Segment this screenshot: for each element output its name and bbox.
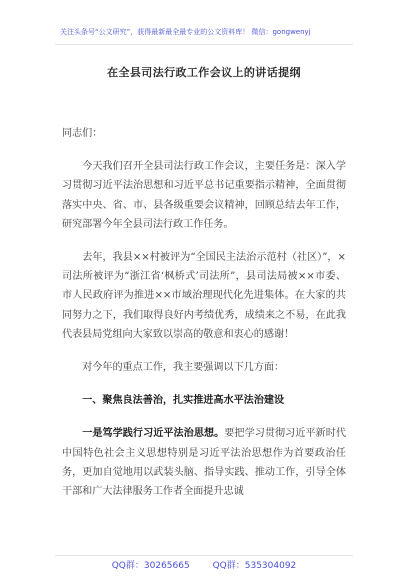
paragraph-intro: 今天我们召开全县司法行政工作会议，主要任务是：深入学习贯彻习近平法治思想和习近平总书记重要指示精神，全面贯彻落实中央、省、市、县各级重要会议精神，回顾总结去年工作，研究部署今年全县司法行政工作任务。 [62, 161, 346, 230]
page-header [0, 0, 408, 52]
header-divider [55, 44, 353, 45]
paragraph-point-one [62, 424, 346, 501]
document-body [62, 124, 346, 515]
paragraph-achievements: 去年，我县××村被评为“全国民主法治示范村（社区）”，×司法所被评为“浙江省‘枫桥式’司法所”，县司法局被××市委、市人民政府评为推进××市域治理现代化先进集体。在大家的共同努力之下，我们取得良好内考绩优秀，成绩来之不易，在此我代表县局党组向大家致以崇高的敬意和衷心的感谢！ [62, 252, 346, 340]
paragraph-transition: 对今年的重点工作，我主要强调以下几方面： [82, 362, 285, 374]
salutation: 同志们： [62, 128, 103, 139]
point-one-lead: 一是笃学践行习近平法治思想。 [82, 428, 225, 440]
footer-qq-group-2: QQ群：535304092 [212, 561, 297, 571]
point-one-text: 要把学习贯彻习近平新时代中国特色社会主义思想特别是习近平法治思想作为首要政治任务，更加自觉地用以武装头脑、指导实践、推动工作，引导全体干部和广大法律服务工作者全面提升忠诚 [62, 428, 347, 498]
page-title: 在全县司法行政工作会议上的讲话提纲 [107, 66, 301, 79]
header-notice: 关注头条号“公文研究”，获得最新最全最专业的公文资料库！ 微信：gongwenyj [60, 28, 311, 36]
section-heading: 一、聚焦良法善治，扎实推进高水平法治建设 [82, 395, 285, 407]
page-footer [0, 555, 408, 575]
footer-contact [0, 560, 408, 572]
footer-qq-group-1: QQ群：30265665 [111, 561, 190, 571]
footer-divider [55, 555, 353, 556]
